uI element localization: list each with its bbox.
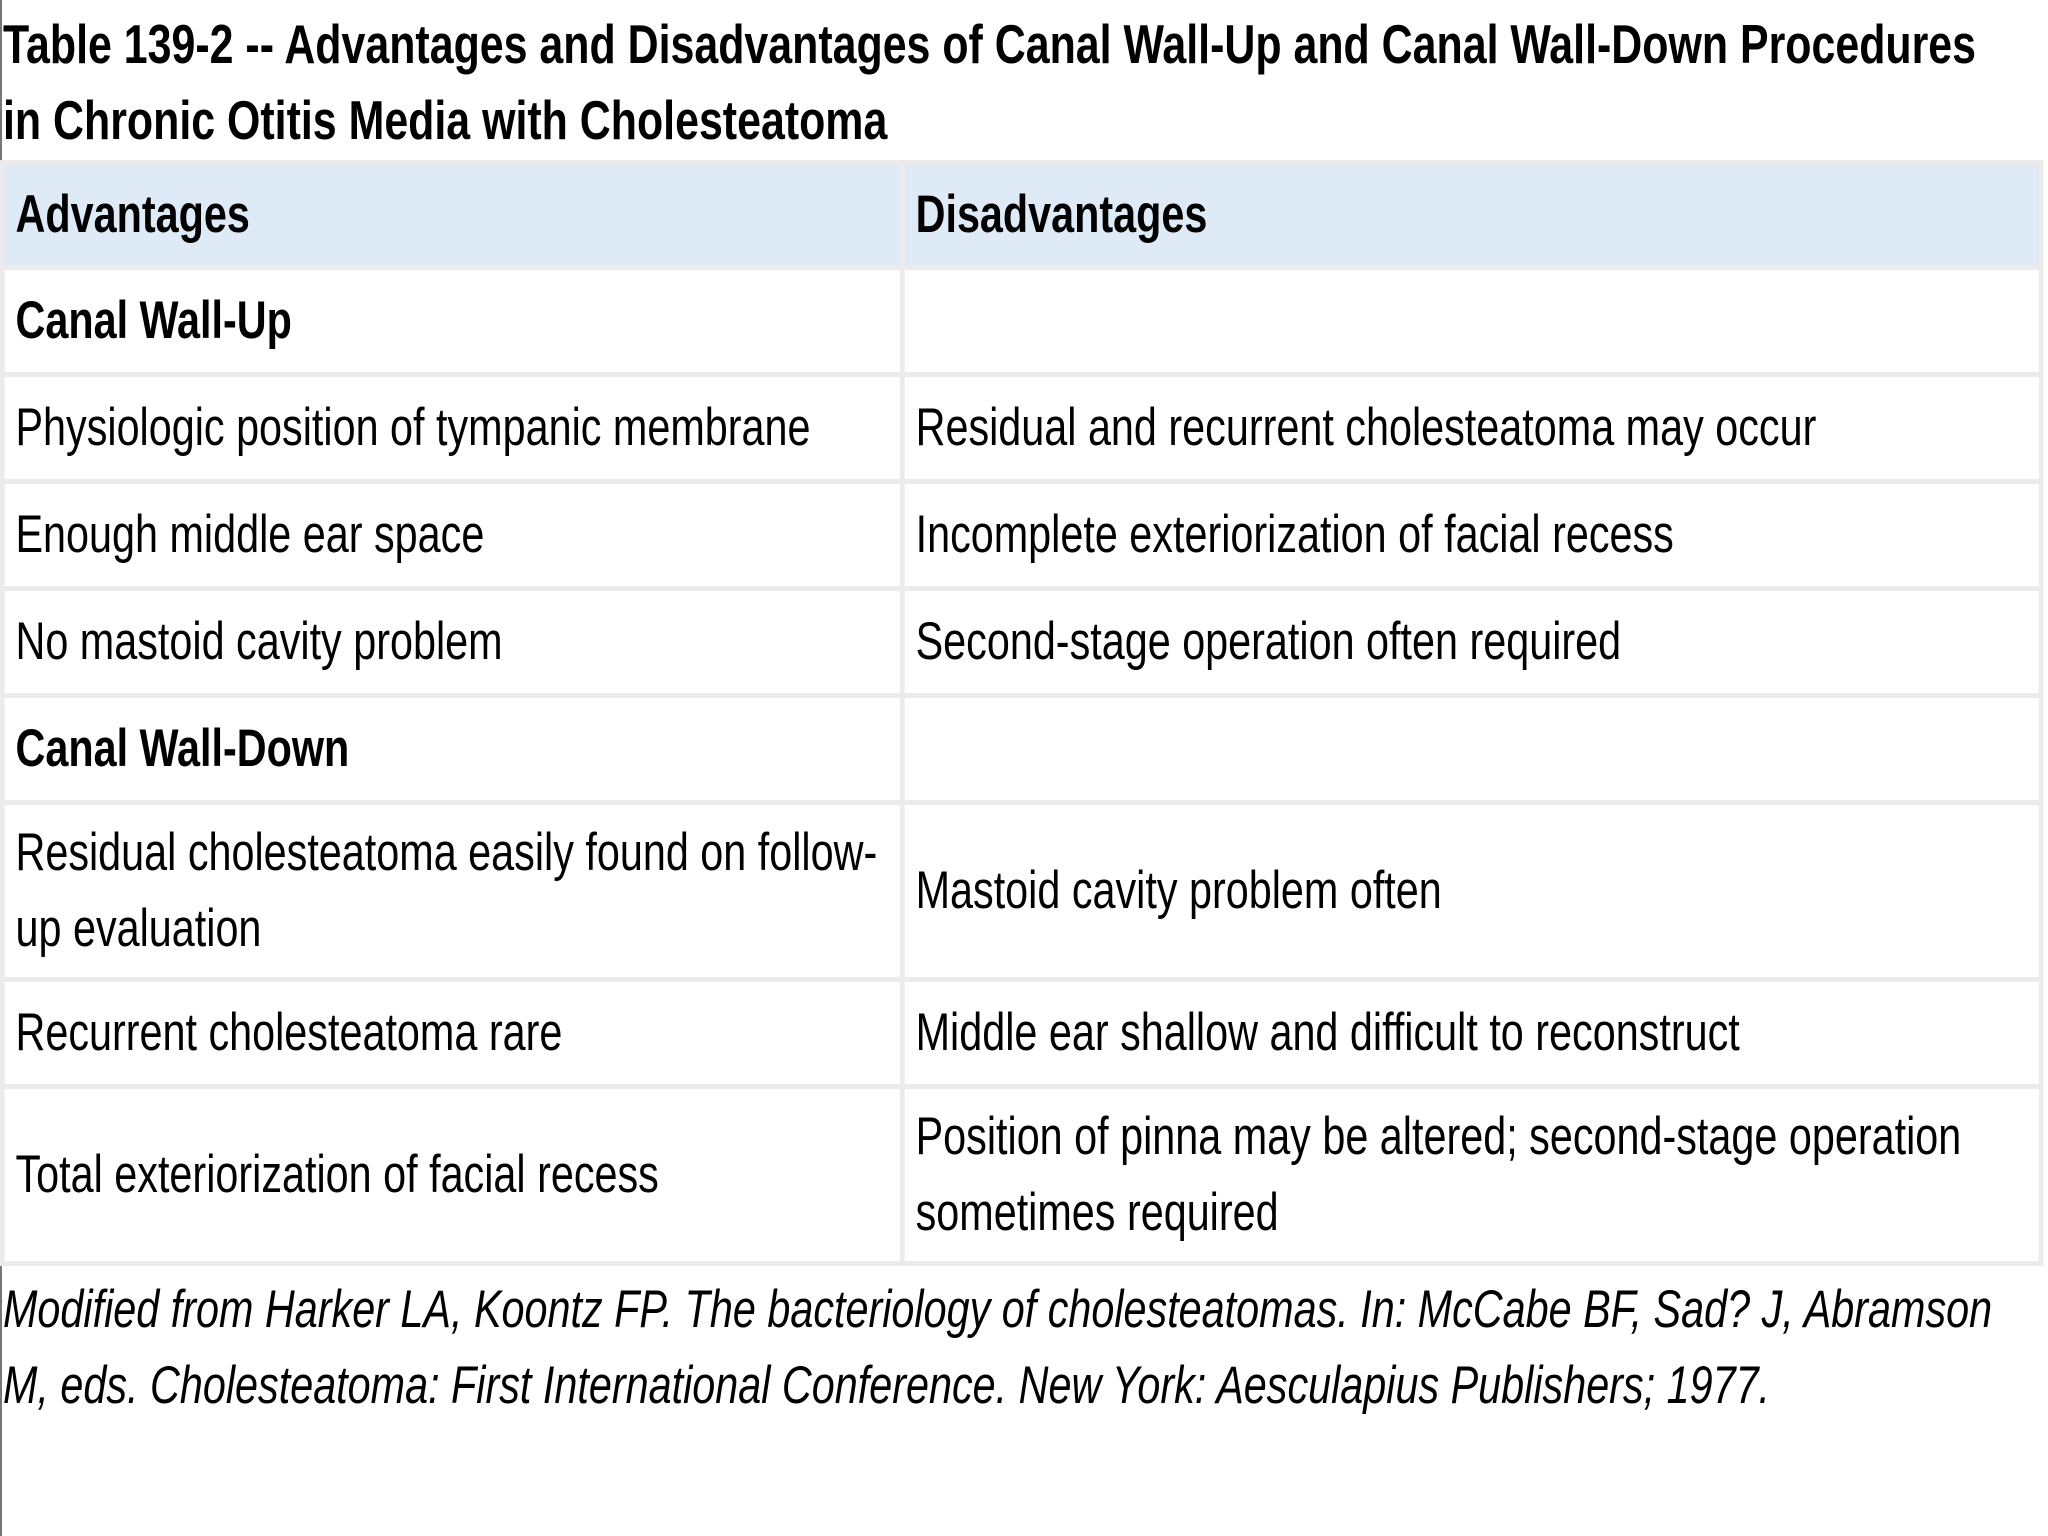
- table-row: [5, 591, 2039, 693]
- advantage-cell: Total exteriorization of facial recess: [5, 1089, 900, 1261]
- section-label: Canal Wall-Down: [5, 698, 900, 800]
- section-label: Canal Wall-Up: [5, 270, 900, 372]
- table-row: [5, 982, 2039, 1084]
- advantage-cell: Enough middle ear space: [5, 484, 900, 586]
- header-disadvantages: Disadvantages: [905, 165, 2039, 265]
- advantage-cell: Recurrent cholesteatoma rare: [5, 982, 900, 1084]
- disadvantage-cell: Position of pinna may be altered; second-stage operation sometimes required: [905, 1089, 2039, 1261]
- disadvantage-cell: Residual and recurrent cholesteatoma may occur: [905, 377, 2039, 479]
- document: [3, 0, 2047, 1424]
- header-row: [5, 165, 2039, 265]
- table-cell: [905, 698, 2039, 800]
- table-row: [5, 1089, 2039, 1261]
- disadvantage-cell: Incomplete exteriorization of facial recess: [905, 484, 2039, 586]
- advantage-cell: No mastoid cavity problem: [5, 591, 900, 693]
- table-title-line-2: in Chronic Otitis Media with Cholesteatoma: [3, 89, 888, 151]
- table-title-line-1: Table 139-2 -- Advantages and Disadvantages of Canal Wall-Up and Canal Wall-Down Procedures: [3, 13, 1977, 75]
- disadvantage-cell: Mastoid cavity problem often: [905, 805, 2039, 977]
- disadvantage-cell: Second-stage operation often required: [905, 591, 2039, 693]
- table-row: [5, 805, 2039, 977]
- header-advantages: Advantages: [5, 165, 900, 265]
- source-footnote: Modified from Harker LA, Koontz FP. The bacteriology of cholesteatomas. In: McCabe BF, Sad? J, Abramson M, eds. Cholesteatoma: First International Conference. New York: Aesculapius Publishers; 1977.: [3, 1280, 1993, 1415]
- advantage-cell: Residual cholesteatoma easily found on follow-up evaluation: [5, 805, 900, 977]
- advantage-cell: Physiologic position of tympanic membrane: [5, 377, 900, 479]
- comparison-table: [0, 160, 2043, 1266]
- section-row-canal-wall-down: [5, 698, 2039, 800]
- section-row-canal-wall-up: [5, 270, 2039, 372]
- table-cell: [905, 270, 2039, 372]
- table-row: [5, 377, 2039, 479]
- disadvantage-cell: Middle ear shallow and difficult to reconstruct: [905, 982, 2039, 1084]
- table-row: [5, 484, 2039, 586]
- table-title: [3, 6, 2047, 158]
